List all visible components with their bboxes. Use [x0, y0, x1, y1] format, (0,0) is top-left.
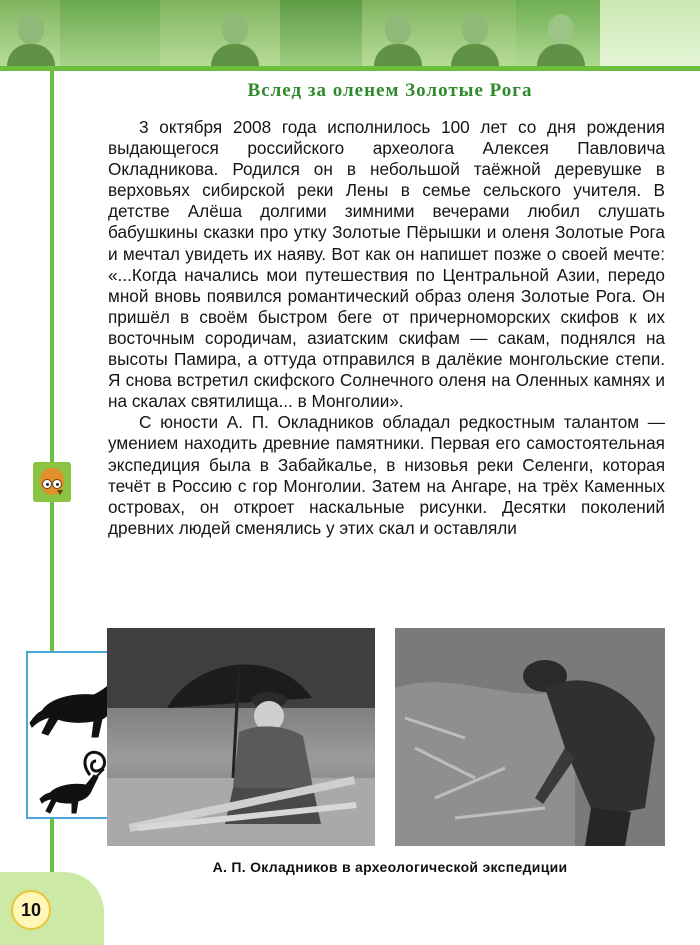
section-title: Вслед за оленем Золотые Рога: [247, 80, 533, 101]
paragraph-1: 3 октября 2008 года исполнилось 100 лет со дня рождения выдающегося российского археолога Алексея Павловича Окладникова. Родился он в небольшой таёжной деревушке в верховьях сибирской реки Лены в семье сельского учителя. В детстве Алёша долгими зимними вечерами любил слушать бабушкины сказки про утку Золотые Пёрышки и оленя Золотые Рога и мечтал увидеть их наяву. Вот как он напишет позже о своей мечте: «...Когда начались мои путешествия по Центральной Азии, передо мной вновь появился романтический образ оленя Золотые Рога. Он пришёл в своём быстром беге от причерноморских скифов к их восточным сородичам, азиатским скифам — сакам, поднялся на высоты Памира, а оттуда отправился в далёкие монгольские степи. Я снова встретил скифского Солнечного оленя на Оленных камнях и на скалах святилища... в Монголии».: [108, 117, 665, 412]
header-rule: [0, 66, 700, 71]
page-number: 10: [11, 890, 51, 930]
article-text: [108, 117, 665, 539]
expedition-photo-dig: [395, 628, 665, 846]
owl-icon: [33, 462, 71, 502]
figure-caption: А. П. Окладников в археологической экспедиции: [212, 859, 568, 875]
expedition-photo-umbrella: [107, 628, 375, 846]
header-photo-banner: [0, 0, 700, 66]
paragraph-2: С юности А. П. Окладников обладал редкостным талантом — умением находить древние памятники. Первая его самостоятельная экспедиция была в Забайкалье, в низовья реки Селенги, которая течёт в Россию с гор Монголии. Затем на Ангаре, на трёх Каменных островах, он откроет наскальные рисунки. Десятки поколений древних людей сменялись у этих скал и оставляли: [108, 412, 665, 538]
